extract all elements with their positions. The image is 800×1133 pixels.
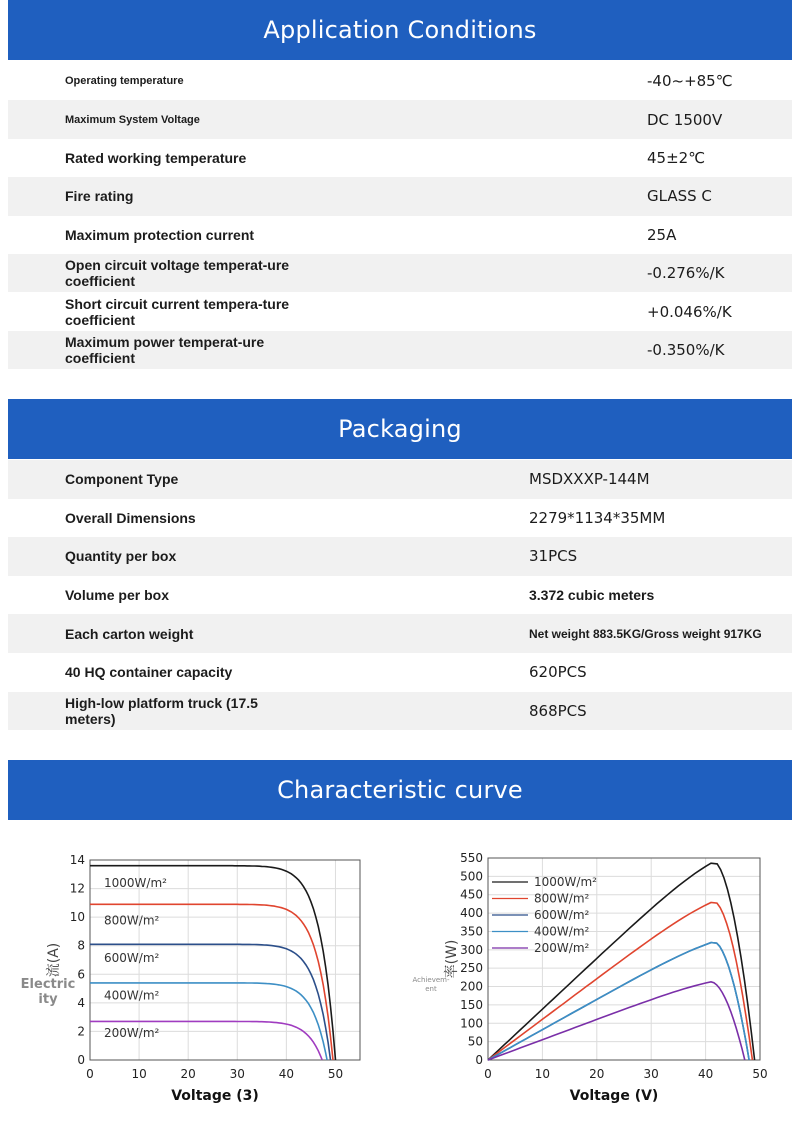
packaging-row [8,653,792,692]
y-tick-label: 500 [460,869,483,884]
condition-row [8,139,792,177]
legend-label: 200W/m² [534,941,590,955]
packaging-row [8,576,792,615]
legend-label: 1000W/m² [534,875,597,889]
packaging-row [8,537,792,576]
application-conditions-table [8,62,792,369]
y-tick-label: 4 [77,995,85,1010]
iv-curve-chart [0,840,400,1110]
packaging-row [8,614,792,653]
y-tick-label: 550 [460,851,483,865]
x-tick-label: 0 [86,1067,94,1081]
packaging-table [8,460,792,730]
packaging-value: 2279*1134*35MM [529,508,666,527]
y-tick-label: 14 [69,853,85,867]
legend-label: 400W/m² [534,924,590,939]
condition-value: 25A [647,225,677,244]
x-tick-label: 30 [229,1067,245,1081]
x-axis-title: Voltage (3) [171,1088,259,1104]
condition-row [8,100,792,138]
x-tick-label: 20 [589,1067,605,1081]
packaging-value: Net weight 883.5KG/Gross weight 917KG [529,626,762,641]
condition-label: Rated working temperature [65,149,247,166]
condition-label: Open circuit voltage temperat-ure coefficient [65,257,290,290]
condition-value: -40~+85℃ [647,72,733,91]
condition-value: -0.350%/K [647,340,725,359]
x-axis-title: Voltage (V) [569,1088,659,1104]
x-tick-label: 40 [697,1067,714,1081]
legend-label: 800W/m² [534,891,590,906]
y-tick-label: 0 [77,1053,85,1067]
legend-label: 600W/m² [104,951,160,965]
packaging-row [8,692,792,731]
x-tick-label: 20 [180,1067,196,1081]
x-tick-label: 50 [327,1067,344,1081]
condition-label: Maximum power temperat-ure coefficient [65,333,265,366]
y-tick-label: 8 [77,938,85,953]
x-tick-label: 40 [278,1067,295,1081]
legend-label: 1000W/m² [104,876,167,890]
condition-label: Maximum System Voltage [65,113,200,126]
packaging-row [8,499,792,538]
packaging-label: Overall Dimensions [65,509,196,526]
condition-label: Short circuit current tempera-ture coefficient [65,295,290,328]
condition-label: Fire rating [65,188,134,205]
y-axis-title: 流(A) [46,942,62,978]
y-tick-label: 2 [77,1024,85,1039]
y-tick-label: 400 [460,906,483,921]
condition-row [8,292,792,330]
legend-label: 200W/m² [104,1026,160,1040]
x-tick-label: 50 [752,1067,768,1081]
pv-curve-chart [400,840,800,1110]
y-tick-label: 150 [460,997,483,1012]
condition-row [8,62,792,100]
packaging-label: Quantity per box [65,548,177,565]
packaging-label: Each carton weight [65,625,194,642]
y-axis-side-label: Achievem-ent [412,976,450,993]
packaging-label: Volume per box [65,587,169,604]
y-tick-label: 300 [460,942,483,957]
condition-label: Operating temperature [65,75,184,88]
y-axis-side-label: Electric ity [20,977,76,1007]
condition-label: Maximum protection current [65,226,255,243]
y-tick-label: 50 [467,1034,483,1049]
y-tick-label: 250 [460,961,483,976]
characteristic-curve-title: Characteristic curve [277,776,523,804]
packaging-label: Component Type [65,471,179,488]
packaging-banner [8,399,792,459]
application-conditions-title: Application Conditions [263,16,537,44]
condition-value: 45±2℃ [647,148,706,167]
condition-row [8,216,792,254]
y-tick-label: 350 [460,924,483,939]
legend-label: 600W/m² [534,908,590,922]
condition-row [8,254,792,292]
condition-value: DC 1500V [647,110,723,129]
x-tick-label: 30 [643,1067,659,1081]
condition-value: +0.046%/K [647,302,732,321]
packaging-row [8,460,792,499]
y-tick-label: 100 [460,1016,483,1031]
application-conditions-banner [8,0,792,60]
packaging-value: 3.372 cubic meters [529,587,655,604]
y-tick-label: 12 [69,881,85,896]
y-tick-label: 10 [69,910,85,925]
packaging-value: 31PCS [529,547,578,566]
packaging-value: 620PCS [529,663,587,682]
y-tick-label: 0 [475,1053,483,1067]
condition-row [8,331,792,369]
condition-row [8,177,792,215]
legend-label: 800W/m² [104,913,160,928]
packaging-value: MSDXXXP-144M [529,470,650,489]
x-tick-label: 10 [534,1067,551,1081]
condition-value: GLASS C [647,187,712,206]
packaging-value: 868PCS [529,701,587,720]
y-tick-label: 6 [77,967,85,982]
y-tick-label: 450 [460,887,483,902]
x-tick-label: 0 [484,1067,492,1081]
characteristic-curve-banner [8,760,792,820]
y-tick-label: 200 [460,979,483,994]
packaging-title: Packaging [338,415,462,443]
condition-value: -0.276%/K [647,264,725,283]
y-axis-title: 率(W) [444,939,460,979]
legend-label: 400W/m² [104,988,160,1003]
packaging-label: 40 HQ container capacity [65,664,233,681]
packaging-label: High-low platform truck (17.5 meters) [65,694,258,727]
x-tick-label: 10 [131,1067,147,1081]
